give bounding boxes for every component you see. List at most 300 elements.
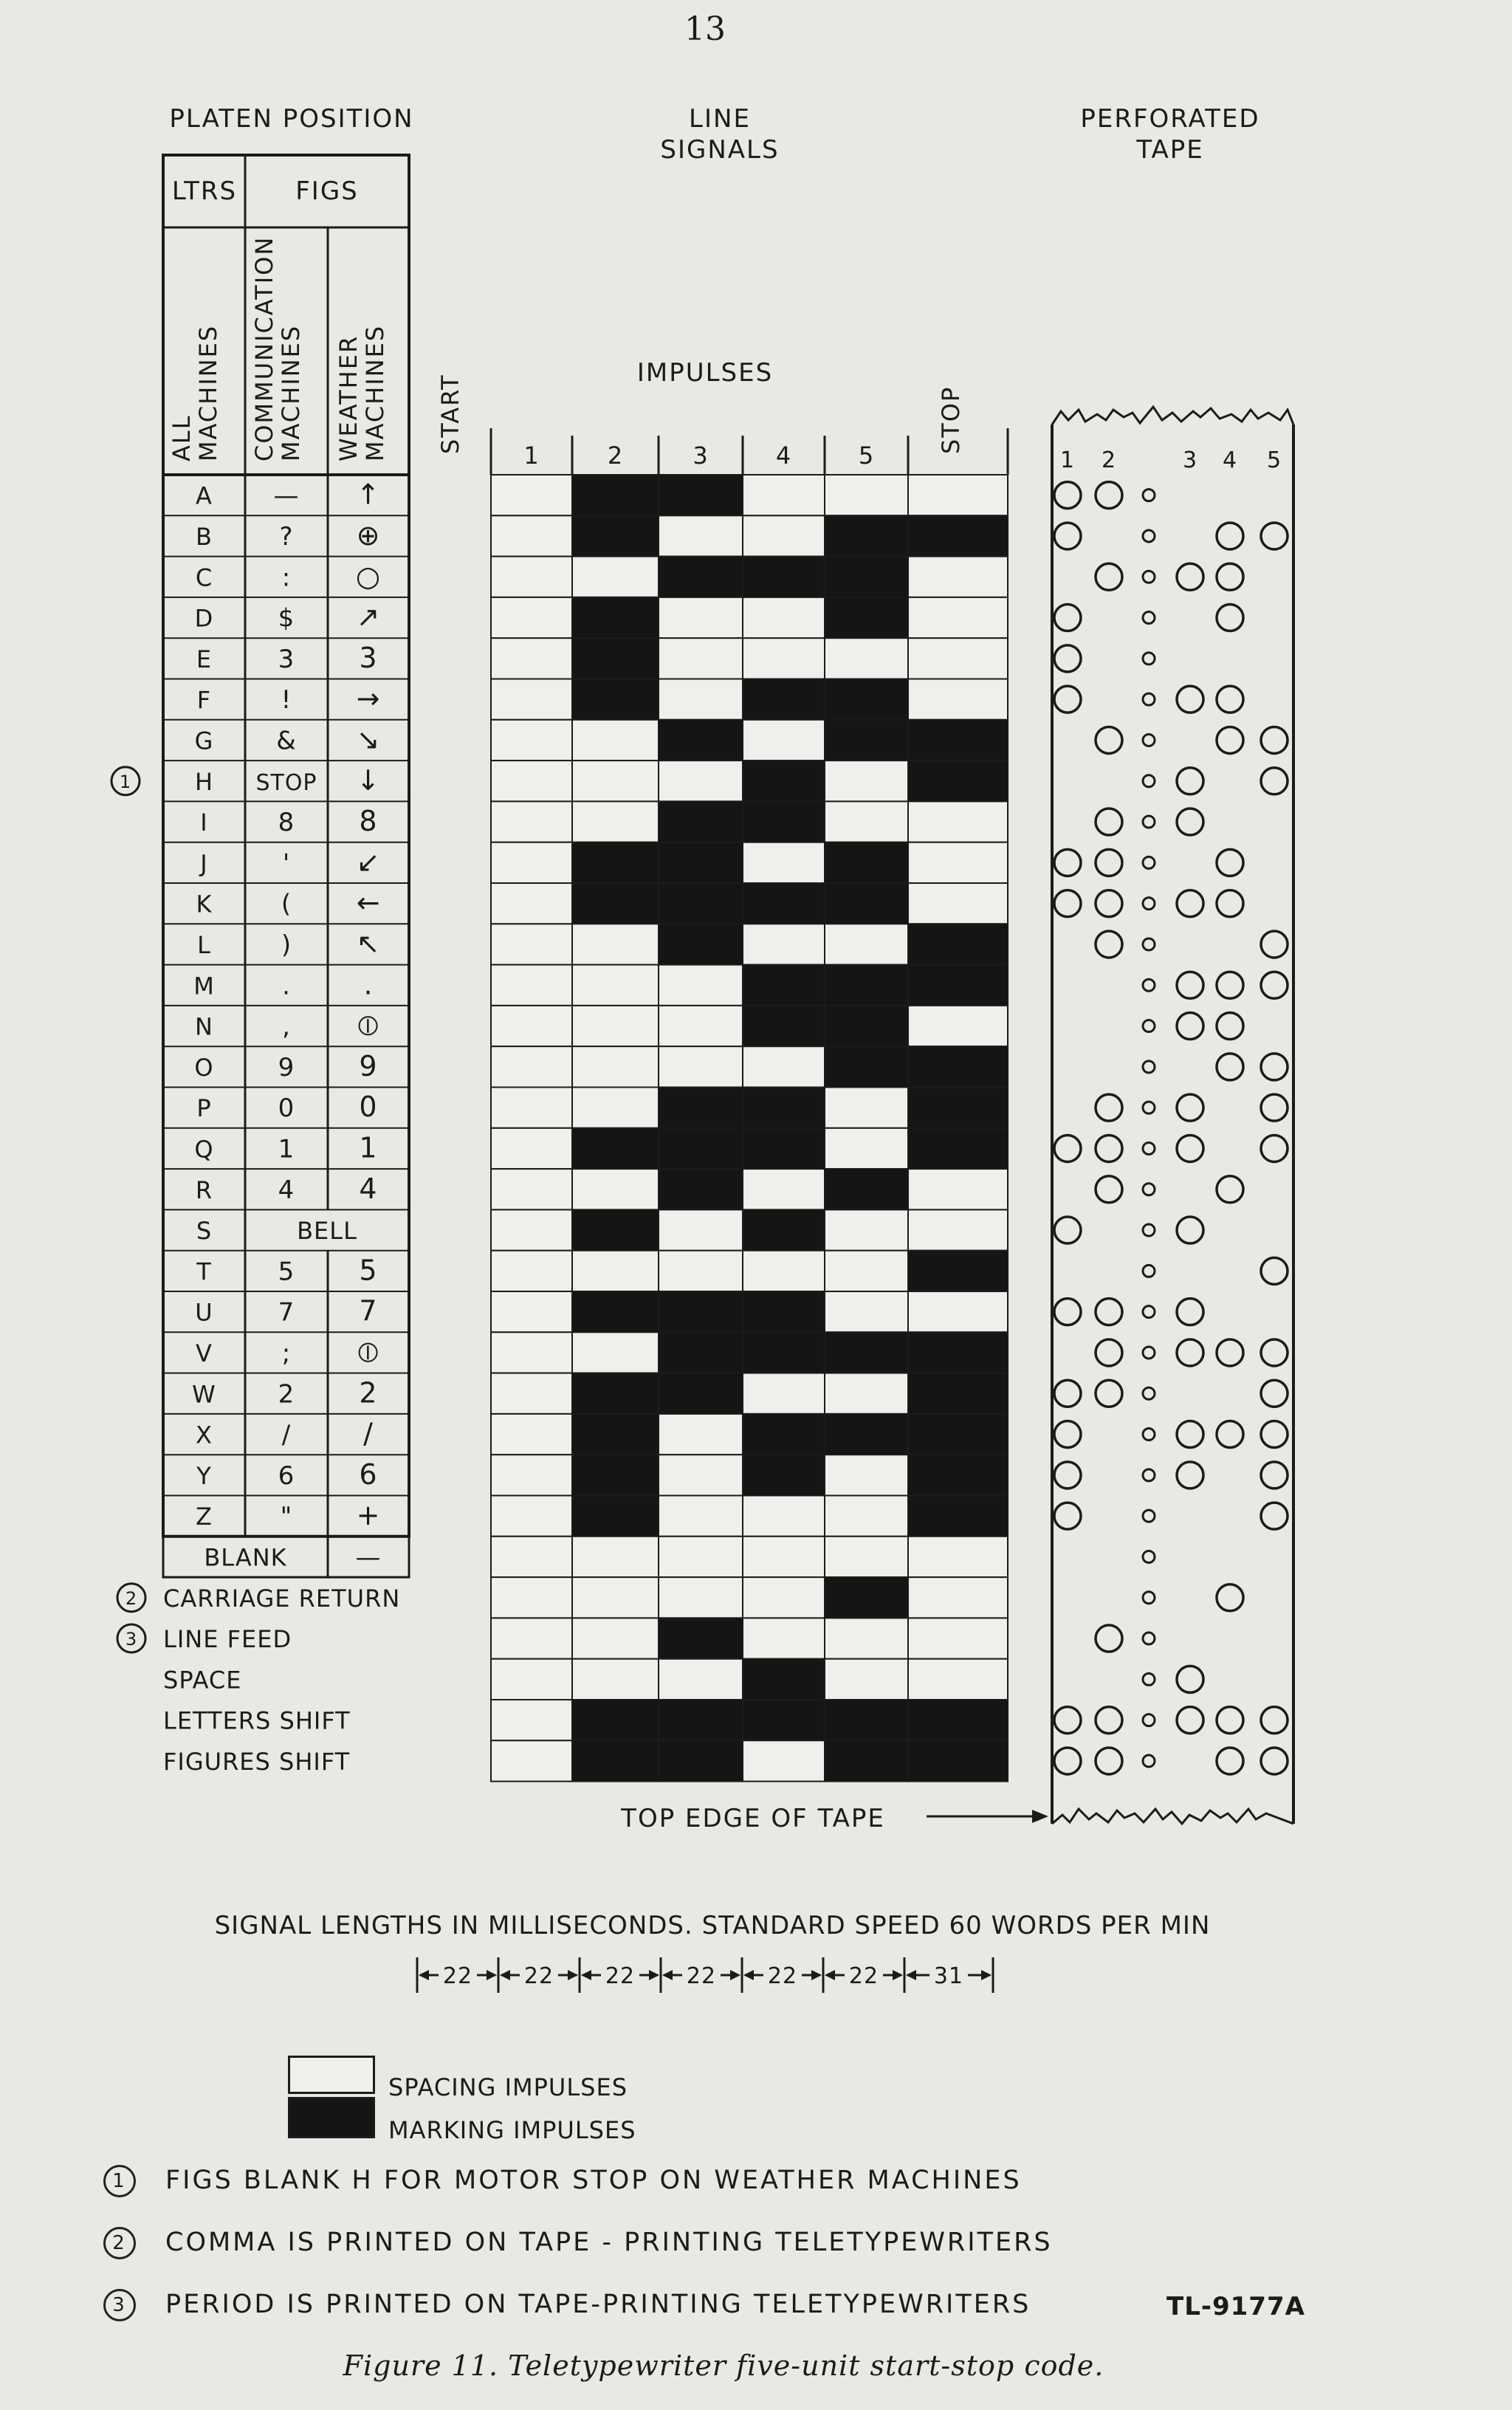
sprocket-hole <box>1143 1714 1155 1726</box>
spacing-cell <box>572 1006 659 1046</box>
figure-id: TL-9177A <box>1166 2292 1305 2321</box>
tape-hole <box>1177 1666 1203 1692</box>
letter-Z: Z <box>196 1503 213 1531</box>
footnote-3 <box>103 2289 1031 2321</box>
spacing-cell <box>908 597 1008 638</box>
signal-length-1: 22 <box>523 1963 554 1989</box>
line-signals-header: LINE SIGNALS <box>660 104 780 165</box>
comm-figure: STOP <box>255 769 317 796</box>
spacing-cell <box>491 1209 572 1250</box>
spacing-cell <box>825 638 908 679</box>
tape-hole <box>1261 1421 1288 1448</box>
tape-hole <box>1096 931 1122 958</box>
tape-hole <box>1096 1176 1122 1203</box>
marking-cell <box>908 1700 1008 1740</box>
marking-cell <box>572 1373 659 1414</box>
marking-cell <box>572 1128 659 1169</box>
letter-K: K <box>196 890 213 919</box>
spacing-cell <box>659 597 743 638</box>
marking-cell <box>659 1700 743 1740</box>
spacing-cell <box>659 965 743 1006</box>
spacing-cell <box>743 515 825 556</box>
tape-hole <box>1096 1339 1122 1366</box>
tape-hole <box>1177 1462 1203 1489</box>
tape-hole <box>1096 1380 1122 1407</box>
tape-hole <box>1261 523 1288 549</box>
dimension-arrowhead <box>662 1970 673 1980</box>
tape-channel-4: 4 <box>1222 447 1238 473</box>
tape-hole <box>1177 686 1203 713</box>
marking-cell <box>659 1088 743 1128</box>
weather-figure: ○ <box>355 560 382 593</box>
spacing-cell <box>743 842 825 883</box>
tape-hole <box>1054 1380 1081 1407</box>
comm-figure: ) <box>281 930 292 960</box>
impulse-number-5: 5 <box>858 442 875 470</box>
sprocket-hole <box>1143 1142 1155 1154</box>
spacing-cell <box>908 1537 1008 1577</box>
tape-hole <box>1054 1217 1081 1243</box>
tape-hole <box>1054 1421 1081 1448</box>
spacing-cell <box>908 638 1008 679</box>
dimension-arrowhead <box>825 1970 835 1980</box>
comm-figure: — <box>273 481 300 511</box>
marking-cell <box>659 842 743 883</box>
spacing-cell <box>572 720 659 761</box>
spacing-cell <box>659 1537 743 1577</box>
tape-hole <box>1261 931 1288 958</box>
tape-hole <box>1217 1054 1243 1080</box>
letter-X: X <box>196 1421 213 1449</box>
spacing-cell <box>491 1618 572 1658</box>
tape-hole <box>1217 605 1243 631</box>
tape-hole <box>1177 563 1203 590</box>
spacing-cell <box>908 1618 1008 1658</box>
sprocket-hole <box>1143 1510 1155 1522</box>
weather-figure: 3 <box>359 641 378 674</box>
sprocket-hole <box>1143 1633 1155 1644</box>
comm-figure: ! <box>281 685 292 715</box>
spacing-cell <box>491 965 572 1006</box>
sprocket-hole <box>1143 1673 1155 1685</box>
marking-cell <box>659 475 743 515</box>
weather-figure: ⦶ <box>357 1009 379 1042</box>
marking-cell <box>572 842 659 883</box>
dimension-arrowhead <box>981 1970 992 1980</box>
spacing-cell <box>743 1496 825 1537</box>
marking-cell <box>743 761 825 801</box>
weather-figure: . <box>363 968 374 1001</box>
comm-figure: ; <box>281 1338 292 1368</box>
sprocket-hole <box>1143 734 1155 746</box>
marking-cell <box>908 761 1008 801</box>
spacing-cell <box>491 1291 572 1332</box>
blank-label: BLANK <box>204 1543 287 1572</box>
marking-cell <box>908 965 1008 1006</box>
perforated-tape <box>1052 407 1293 1824</box>
footnote-2 <box>103 2227 1053 2259</box>
function-label: CARRIAGE RETURN <box>163 1584 401 1613</box>
comm-figure: 7 <box>278 1297 295 1328</box>
sprocket-hole <box>1143 1224 1155 1236</box>
marking-cell <box>825 720 908 761</box>
spacing-cell <box>908 1577 1008 1618</box>
spacing-cell <box>825 1496 908 1537</box>
tape-hole <box>1177 1217 1203 1243</box>
letter-Q: Q <box>194 1135 214 1164</box>
marking-cell <box>908 515 1008 556</box>
spacing-cell <box>743 1577 825 1618</box>
spacing-cell <box>825 475 908 515</box>
marking-cell <box>572 638 659 679</box>
sprocket-hole <box>1143 1265 1155 1277</box>
tape-hole <box>1054 1135 1081 1161</box>
spacing-cell <box>825 1373 908 1414</box>
spacing-legend-label: SPACING IMPULSES <box>388 2073 628 2101</box>
spacing-cell <box>908 842 1008 883</box>
marking-cell <box>825 842 908 883</box>
tape-hole <box>1261 1503 1288 1529</box>
sprocket-hole <box>1143 1755 1155 1767</box>
sprocket-hole <box>1143 1387 1155 1399</box>
marking-cell <box>908 1740 1008 1781</box>
spacing-cell <box>659 1414 743 1455</box>
marking-cell <box>825 679 908 720</box>
sprocket-hole <box>1143 693 1155 705</box>
letter-W: W <box>192 1380 216 1409</box>
spacing-cell <box>572 801 659 842</box>
spacing-cell <box>572 1537 659 1577</box>
marking-cell <box>825 1577 908 1618</box>
spacing-cell <box>491 597 572 638</box>
marking-cell <box>825 1740 908 1781</box>
weather-figure: 4 <box>359 1172 378 1205</box>
comm-figure: ? <box>279 521 294 552</box>
sprocket-hole <box>1143 1592 1155 1604</box>
marking-cell <box>572 1740 659 1781</box>
comm-figure: 3 <box>278 644 295 674</box>
tape-hole <box>1054 1503 1081 1529</box>
comm-figure: , <box>282 1012 291 1042</box>
header-frame <box>163 155 409 475</box>
tape-hole <box>1217 1176 1243 1203</box>
letter-J: J <box>200 849 208 878</box>
spacing-cell <box>825 1209 908 1250</box>
spacing-cell <box>491 1414 572 1455</box>
letter-I: I <box>200 809 208 837</box>
marking-cell <box>743 1209 825 1250</box>
function-label: LETTERS SHIFT <box>163 1706 351 1735</box>
marking-cell <box>572 1455 659 1495</box>
tape-hole <box>1054 482 1081 509</box>
spacing-cell <box>659 1006 743 1046</box>
marking-cell <box>908 924 1008 964</box>
footnote-3-text: PERIOD IS PRINTED ON TAPE-PRINTING TELETYPEWRITERS <box>165 2290 1031 2319</box>
spacing-cell <box>491 1659 572 1700</box>
comm-figure: 0 <box>278 1094 295 1124</box>
spacing-cell <box>825 1659 908 1700</box>
spacing-cell <box>743 1618 825 1658</box>
dimension-arrowhead <box>893 1970 903 1980</box>
spacing-cell <box>825 924 908 964</box>
sprocket-hole <box>1143 775 1155 787</box>
comm-figure: ( <box>281 889 292 919</box>
tape-hole <box>1096 1625 1122 1652</box>
spacing-cell <box>743 475 825 515</box>
footnote-3-number: 3 <box>103 2289 136 2321</box>
spacing-cell <box>743 720 825 761</box>
marking-cell <box>743 1332 825 1373</box>
marking-cell <box>825 1414 908 1455</box>
comm-figure: 5 <box>278 1257 295 1287</box>
spacing-cell <box>491 1088 572 1128</box>
sprocket-hole <box>1143 530 1155 542</box>
footnote-1-number: 1 <box>103 2165 136 2197</box>
marking-cell <box>572 679 659 720</box>
marking-cell <box>825 965 908 1006</box>
weather-figure: ↙ <box>356 845 381 879</box>
marking-cell <box>743 1291 825 1332</box>
weather-figure: 8 <box>359 805 378 838</box>
spacing-cell <box>491 638 572 679</box>
marking-cell <box>743 1088 825 1128</box>
marking-cell <box>743 883 825 924</box>
spacing-cell <box>572 761 659 801</box>
tape-hole <box>1096 1748 1122 1774</box>
marking-cell <box>659 1128 743 1169</box>
letter-C: C <box>195 563 213 592</box>
marking-cell <box>743 1455 825 1495</box>
dimension-arrowhead <box>649 1970 659 1980</box>
perforated-tape-header: PERFORATED TAPE <box>1080 104 1260 165</box>
signal-length-0: 22 <box>442 1963 473 1989</box>
spacing-cell <box>659 1496 743 1537</box>
comm-figure: 2 <box>278 1379 295 1410</box>
weather-figure: 5 <box>359 1254 378 1287</box>
spacing-cell <box>491 883 572 924</box>
tape-hole <box>1177 768 1203 794</box>
tape-hole <box>1096 1135 1122 1161</box>
ltrs-header: LTRS <box>171 176 238 206</box>
weather-figure: ↖ <box>356 927 381 960</box>
platen-position-header: PLATEN POSITION <box>169 104 414 134</box>
comm-figure: . <box>282 971 291 1001</box>
marking-cell <box>908 1332 1008 1373</box>
sprocket-hole <box>1143 816 1155 828</box>
spacing-cell <box>572 1332 659 1373</box>
impulse-number-4: 4 <box>775 442 792 470</box>
letter-U: U <box>195 1298 213 1327</box>
marking-cell <box>572 475 659 515</box>
sprocket-hole <box>1143 1306 1155 1318</box>
spacing-cell <box>572 1046 659 1087</box>
sprocket-hole <box>1143 1061 1155 1073</box>
weather-figure: / <box>363 1417 374 1450</box>
tape-torn-top-edge <box>1052 407 1293 425</box>
sprocket-hole <box>1143 1184 1155 1195</box>
tape-hole <box>1096 563 1122 590</box>
sprocket-hole <box>1143 898 1155 910</box>
marking-cell <box>572 883 659 924</box>
comm-figure: 1 <box>278 1134 295 1164</box>
dimension-arrowhead <box>419 1970 429 1980</box>
spacing-cell <box>491 1169 572 1209</box>
marking-cell <box>743 1700 825 1740</box>
letter-D: D <box>194 604 214 633</box>
function-label: LINE FEED <box>163 1625 292 1654</box>
spacing-legend-swatch <box>288 2056 375 2094</box>
weather-figure: ⊕ <box>356 518 381 552</box>
letter-M: M <box>193 972 215 1000</box>
start-header: START <box>436 374 464 454</box>
marking-cell <box>825 883 908 924</box>
dimension-arrowhead <box>743 1970 754 1980</box>
weather-figure: 0 <box>359 1091 378 1124</box>
spacing-cell <box>908 1209 1008 1250</box>
spacing-cell <box>659 761 743 801</box>
spacing-cell <box>743 1740 825 1781</box>
tape-hole <box>1261 1380 1288 1407</box>
spacing-cell <box>743 638 825 679</box>
weather-figure: 6 <box>359 1458 378 1491</box>
letter-L: L <box>197 930 211 959</box>
marking-legend-label: MARKING IMPULSES <box>388 2116 636 2144</box>
sprocket-hole <box>1143 1429 1155 1441</box>
marking-cell <box>572 597 659 638</box>
marking-cell <box>572 1496 659 1537</box>
weather-figure: 1 <box>359 1131 378 1164</box>
spacing-cell <box>491 801 572 842</box>
marking-cell <box>908 1128 1008 1169</box>
marking-cell <box>659 557 743 597</box>
spacing-cell <box>743 597 825 638</box>
letter-O: O <box>194 1053 214 1082</box>
spacing-cell <box>825 761 908 801</box>
spacing-cell <box>572 1618 659 1658</box>
spacing-cell <box>491 1455 572 1495</box>
top-edge-arrowhead <box>1032 1810 1048 1823</box>
spacing-cell <box>572 1577 659 1618</box>
marking-cell <box>659 1740 743 1781</box>
spacing-cell <box>572 557 659 597</box>
spacing-cell <box>659 1577 743 1618</box>
spacing-cell <box>908 475 1008 515</box>
function-label: SPACE <box>163 1666 242 1695</box>
dimension-arrowhead <box>581 1970 591 1980</box>
marking-cell <box>659 924 743 964</box>
spacing-cell <box>743 1537 825 1577</box>
letter-A: A <box>196 481 213 510</box>
tape-hole <box>1217 849 1243 876</box>
tape-hole <box>1217 972 1243 998</box>
tape-hole <box>1177 1339 1203 1366</box>
comm-figure: 4 <box>278 1175 295 1205</box>
marking-cell <box>825 597 908 638</box>
marking-cell <box>572 1209 659 1250</box>
marking-legend-swatch <box>288 2097 375 2138</box>
dimension-arrowhead <box>811 1970 822 1980</box>
tape-hole <box>1217 1707 1243 1734</box>
note-number-1: 1 <box>119 771 132 792</box>
note-number-2: 2 <box>125 1587 138 1609</box>
spacing-cell <box>825 1291 908 1332</box>
tape-hole <box>1054 645 1081 672</box>
spacing-cell <box>491 1251 572 1291</box>
spacing-cell <box>908 679 1008 720</box>
marking-cell <box>908 1046 1008 1087</box>
letter-T: T <box>196 1257 212 1286</box>
dimension-arrowhead <box>487 1970 497 1980</box>
letter-P: P <box>196 1094 212 1123</box>
function-label: FIGURES SHIFT <box>163 1747 351 1776</box>
spacing-cell <box>491 679 572 720</box>
spacing-cell <box>743 924 825 964</box>
footnote-1-text: FIGS BLANK H FOR MOTOR STOP ON WEATHER MACHINES <box>165 2166 1022 2195</box>
comm-figure: " <box>280 1502 293 1532</box>
code-grid <box>163 155 1008 1782</box>
spacing-cell <box>908 1659 1008 1700</box>
tape-hole <box>1096 890 1122 917</box>
tape-hole <box>1217 1013 1243 1040</box>
all-machines-header: ALL MACHINES <box>168 324 222 461</box>
impulses-header: IMPULSES <box>636 358 774 388</box>
tape-hole <box>1261 1094 1288 1121</box>
spacing-cell <box>659 515 743 556</box>
marking-cell <box>908 1088 1008 1128</box>
spacing-cell <box>491 1128 572 1169</box>
tape-hole <box>1217 890 1243 917</box>
marking-cell <box>825 1332 908 1373</box>
marking-cell <box>825 1046 908 1087</box>
spacing-cell <box>572 1659 659 1700</box>
spacing-cell <box>659 1455 743 1495</box>
tape-channel-1: 1 <box>1059 447 1076 473</box>
marking-cell <box>825 1006 908 1046</box>
weather-figure: ↓ <box>356 763 381 797</box>
tape-hole <box>1217 727 1243 753</box>
spacing-cell <box>825 1251 908 1291</box>
letter-S: S <box>196 1217 213 1246</box>
impulse-number-1: 1 <box>523 442 540 470</box>
spacing-cell <box>659 1659 743 1700</box>
communication-machines-header: COMMUNICATION MACHINES <box>250 236 305 461</box>
marking-cell <box>659 720 743 761</box>
letter-Y: Y <box>196 1461 212 1490</box>
tape-hole <box>1054 1299 1081 1325</box>
weather-figure: 2 <box>359 1376 378 1410</box>
tape-channel-2: 2 <box>1101 447 1117 473</box>
marking-cell <box>572 515 659 556</box>
spacing-cell <box>491 1046 572 1087</box>
spacing-cell <box>491 1740 572 1781</box>
footnote-2-text: COMMA IS PRINTED ON TAPE - PRINTING TELETYPEWRITERS <box>165 2228 1053 2257</box>
tape-hole <box>1054 1748 1081 1774</box>
tape-hole <box>1261 768 1288 794</box>
tape-hole <box>1096 482 1122 509</box>
spacing-cell <box>659 679 743 720</box>
tape-hole <box>1096 1707 1122 1734</box>
tape-hole <box>1177 1094 1203 1121</box>
marking-cell <box>659 1332 743 1373</box>
sprocket-hole <box>1143 1102 1155 1113</box>
tape-hole <box>1261 1135 1288 1161</box>
sprocket-hole <box>1143 1020 1155 1032</box>
marking-cell <box>572 1700 659 1740</box>
letter-N: N <box>195 1012 213 1041</box>
tape-hole <box>1177 1421 1203 1448</box>
weather-figure: 7 <box>359 1294 378 1328</box>
marking-cell <box>743 1006 825 1046</box>
